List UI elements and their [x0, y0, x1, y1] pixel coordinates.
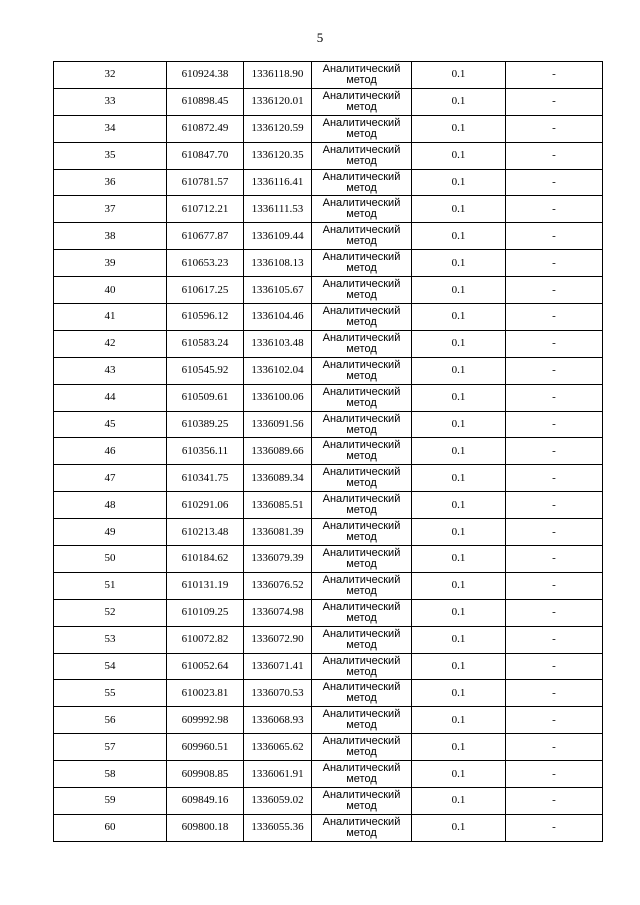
mean-square-error-cell: 0.1	[412, 546, 506, 573]
mean-square-error-cell: 0.1	[412, 465, 506, 492]
method-line-1: Аналитический	[322, 762, 401, 775]
x-coordinate-cell: 610389.25	[167, 411, 244, 438]
method-line-1: Аналитический	[322, 735, 401, 748]
table-row	[54, 169, 603, 196]
method-line-2: метод	[346, 369, 377, 382]
y-coordinate-cell: 1336072.90	[244, 626, 312, 653]
table-row	[54, 223, 603, 250]
method-cell	[312, 707, 412, 734]
mean-square-error-cell: 0.1	[412, 492, 506, 519]
method-line-1: Аналитический	[322, 251, 401, 264]
method-line-2: метод	[346, 799, 377, 812]
table-row	[54, 707, 603, 734]
table-row	[54, 115, 603, 142]
method-line-1: Аналитический	[322, 654, 401, 667]
method-line-2: метод	[346, 127, 377, 140]
point-number-cell: 42	[54, 330, 167, 357]
x-coordinate-cell: 610653.23	[167, 250, 244, 277]
description-cell: -	[506, 626, 603, 653]
mean-square-error-cell: 0.1	[412, 653, 506, 680]
x-coordinate-cell: 610924.38	[167, 62, 244, 89]
method-line-2: метод	[346, 154, 377, 167]
method-line-2: метод	[346, 719, 377, 732]
method-line-1: Аналитический	[322, 493, 401, 506]
mean-square-error-cell: 0.1	[412, 761, 506, 788]
y-coordinate-cell: 1336108.13	[244, 250, 312, 277]
description-cell: -	[506, 304, 603, 331]
y-coordinate-cell: 1336100.06	[244, 384, 312, 411]
x-coordinate-cell: 610341.75	[167, 465, 244, 492]
x-coordinate-cell: 610356.11	[167, 438, 244, 465]
mean-square-error-cell: 0.1	[412, 330, 506, 357]
point-number-cell: 46	[54, 438, 167, 465]
method-cell	[312, 519, 412, 546]
table-row	[54, 519, 603, 546]
table-row	[54, 761, 603, 788]
table-row	[54, 814, 603, 841]
method-line-1: Аналитический	[322, 546, 401, 559]
point-number-cell: 60	[54, 814, 167, 841]
y-coordinate-cell: 1336091.56	[244, 411, 312, 438]
x-coordinate-cell: 610617.25	[167, 277, 244, 304]
description-cell: -	[506, 62, 603, 89]
method-line-1: Аналитический	[322, 170, 401, 183]
mean-square-error-cell: 0.1	[412, 115, 506, 142]
method-cell	[312, 384, 412, 411]
table-row	[54, 384, 603, 411]
y-coordinate-cell: 1336070.53	[244, 680, 312, 707]
y-coordinate-cell: 1336089.34	[244, 465, 312, 492]
method-line-2: метод	[346, 315, 377, 328]
mean-square-error-cell: 0.1	[412, 411, 506, 438]
x-coordinate-cell: 610872.49	[167, 115, 244, 142]
table-row	[54, 62, 603, 89]
method-line-1: Аналитический	[322, 600, 401, 613]
method-line-2: метод	[346, 235, 377, 248]
y-coordinate-cell: 1336074.98	[244, 599, 312, 626]
method-line-2: метод	[346, 73, 377, 86]
method-line-1: Аналитический	[322, 788, 401, 801]
method-cell	[312, 88, 412, 115]
method-line-1: Аналитический	[322, 331, 401, 344]
x-coordinate-cell: 610781.57	[167, 169, 244, 196]
method-cell	[312, 357, 412, 384]
y-coordinate-cell: 1336061.91	[244, 761, 312, 788]
description-cell: -	[506, 115, 603, 142]
x-coordinate-cell: 610677.87	[167, 223, 244, 250]
point-number-cell: 58	[54, 761, 167, 788]
method-line-1: Аналитический	[322, 412, 401, 425]
y-coordinate-cell: 1336118.90	[244, 62, 312, 89]
x-coordinate-cell: 609849.16	[167, 788, 244, 815]
description-cell: -	[506, 680, 603, 707]
y-coordinate-cell: 1336120.01	[244, 88, 312, 115]
method-line-2: метод	[346, 423, 377, 436]
table-row	[54, 599, 603, 626]
method-line-1: Аналитический	[322, 278, 401, 291]
method-cell	[312, 465, 412, 492]
method-line-1: Аналитический	[322, 197, 401, 210]
method-line-2: метод	[346, 208, 377, 221]
y-coordinate-cell: 1336103.48	[244, 330, 312, 357]
table-row	[54, 88, 603, 115]
table-row	[54, 546, 603, 573]
description-cell: -	[506, 277, 603, 304]
table-row	[54, 250, 603, 277]
method-line-2: метод	[346, 692, 377, 705]
point-number-cell: 36	[54, 169, 167, 196]
table-row	[54, 734, 603, 761]
point-number-cell: 57	[54, 734, 167, 761]
x-coordinate-cell: 610131.19	[167, 572, 244, 599]
y-coordinate-cell: 1336076.52	[244, 572, 312, 599]
method-line-2: метод	[346, 396, 377, 409]
method-line-1: Аналитический	[322, 573, 401, 586]
point-number-cell: 43	[54, 357, 167, 384]
y-coordinate-cell: 1336068.93	[244, 707, 312, 734]
y-coordinate-cell: 1336065.62	[244, 734, 312, 761]
method-cell	[312, 572, 412, 599]
mean-square-error-cell: 0.1	[412, 438, 506, 465]
method-cell	[312, 788, 412, 815]
x-coordinate-cell: 610109.25	[167, 599, 244, 626]
point-number-cell: 32	[54, 62, 167, 89]
mean-square-error-cell: 0.1	[412, 384, 506, 411]
description-cell: -	[506, 411, 603, 438]
method-line-2: метод	[346, 100, 377, 113]
point-number-cell: 54	[54, 653, 167, 680]
method-line-1: Аналитический	[322, 89, 401, 102]
description-cell: -	[506, 223, 603, 250]
method-line-2: метод	[346, 450, 377, 463]
x-coordinate-cell: 610847.70	[167, 142, 244, 169]
point-number-cell: 51	[54, 572, 167, 599]
point-number-cell: 34	[54, 115, 167, 142]
x-coordinate-cell: 610509.61	[167, 384, 244, 411]
method-line-2: метод	[346, 477, 377, 490]
table-row	[54, 572, 603, 599]
point-number-cell: 33	[54, 88, 167, 115]
table-row	[54, 653, 603, 680]
table-row	[54, 438, 603, 465]
method-cell	[312, 626, 412, 653]
y-coordinate-cell: 1336089.66	[244, 438, 312, 465]
method-line-1: Аналитический	[322, 143, 401, 156]
y-coordinate-cell: 1336085.51	[244, 492, 312, 519]
mean-square-error-cell: 0.1	[412, 626, 506, 653]
method-line-2: метод	[346, 773, 377, 786]
method-cell	[312, 304, 412, 331]
method-cell	[312, 169, 412, 196]
table-row	[54, 196, 603, 223]
method-line-2: метод	[346, 289, 377, 302]
point-number-cell: 41	[54, 304, 167, 331]
coordinates-table	[53, 61, 603, 842]
table-row	[54, 330, 603, 357]
y-coordinate-cell: 1336055.36	[244, 814, 312, 841]
method-cell	[312, 492, 412, 519]
description-cell: -	[506, 734, 603, 761]
mean-square-error-cell: 0.1	[412, 277, 506, 304]
mean-square-error-cell: 0.1	[412, 142, 506, 169]
x-coordinate-cell: 610184.62	[167, 546, 244, 573]
mean-square-error-cell: 0.1	[412, 196, 506, 223]
x-coordinate-cell: 610898.45	[167, 88, 244, 115]
point-number-cell: 52	[54, 599, 167, 626]
description-cell: -	[506, 788, 603, 815]
method-line-2: метод	[346, 638, 377, 651]
x-coordinate-cell: 610213.48	[167, 519, 244, 546]
point-number-cell: 37	[54, 196, 167, 223]
method-cell	[312, 223, 412, 250]
description-cell: -	[506, 492, 603, 519]
page-number: 5	[316, 30, 324, 45]
description-cell: -	[506, 384, 603, 411]
description-cell: -	[506, 250, 603, 277]
method-line-2: метод	[346, 746, 377, 759]
y-coordinate-cell: 1336081.39	[244, 519, 312, 546]
mean-square-error-cell: 0.1	[412, 169, 506, 196]
description-cell: -	[506, 88, 603, 115]
y-coordinate-cell: 1336104.46	[244, 304, 312, 331]
table-row	[54, 277, 603, 304]
x-coordinate-cell: 609908.85	[167, 761, 244, 788]
table-row	[54, 142, 603, 169]
x-coordinate-cell: 610583.24	[167, 330, 244, 357]
method-line-1: Аналитический	[322, 681, 401, 694]
method-line-1: Аналитический	[322, 708, 401, 721]
mean-square-error-cell: 0.1	[412, 519, 506, 546]
point-number-cell: 39	[54, 250, 167, 277]
y-coordinate-cell: 1336120.59	[244, 115, 312, 142]
mean-square-error-cell: 0.1	[412, 572, 506, 599]
method-line-1: Аналитический	[322, 62, 401, 75]
mean-square-error-cell: 0.1	[412, 680, 506, 707]
method-line-2: метод	[346, 665, 377, 678]
mean-square-error-cell: 0.1	[412, 707, 506, 734]
method-line-1: Аналитический	[322, 358, 401, 371]
y-coordinate-cell: 1336109.44	[244, 223, 312, 250]
method-line-1: Аналитический	[322, 466, 401, 479]
method-line-2: метод	[346, 504, 377, 517]
table-row	[54, 465, 603, 492]
description-cell: -	[506, 546, 603, 573]
y-coordinate-cell: 1336079.39	[244, 546, 312, 573]
method-line-1: Аналитический	[322, 627, 401, 640]
method-cell	[312, 411, 412, 438]
mean-square-error-cell: 0.1	[412, 62, 506, 89]
method-line-1: Аналитический	[322, 116, 401, 129]
method-cell	[312, 734, 412, 761]
method-line-1: Аналитический	[322, 385, 401, 398]
method-line-2: метод	[346, 262, 377, 275]
point-number-cell: 44	[54, 384, 167, 411]
method-line-1: Аналитический	[322, 304, 401, 317]
method-cell	[312, 761, 412, 788]
method-line-2: метод	[346, 584, 377, 597]
table-row	[54, 357, 603, 384]
method-cell	[312, 250, 412, 277]
description-cell: -	[506, 519, 603, 546]
mean-square-error-cell: 0.1	[412, 88, 506, 115]
method-cell	[312, 680, 412, 707]
method-line-2: метод	[346, 557, 377, 570]
description-cell: -	[506, 653, 603, 680]
table-row	[54, 304, 603, 331]
point-number-cell: 35	[54, 142, 167, 169]
mean-square-error-cell: 0.1	[412, 814, 506, 841]
method-line-2: метод	[346, 826, 377, 839]
point-number-cell: 59	[54, 788, 167, 815]
x-coordinate-cell: 609800.18	[167, 814, 244, 841]
point-number-cell: 49	[54, 519, 167, 546]
method-line-1: Аналитический	[322, 224, 401, 237]
mean-square-error-cell: 0.1	[412, 304, 506, 331]
point-number-cell: 47	[54, 465, 167, 492]
x-coordinate-cell: 610596.12	[167, 304, 244, 331]
point-number-cell: 55	[54, 680, 167, 707]
mean-square-error-cell: 0.1	[412, 250, 506, 277]
method-line-1: Аналитический	[322, 520, 401, 533]
x-coordinate-cell: 610052.64	[167, 653, 244, 680]
description-cell: -	[506, 330, 603, 357]
description-cell: -	[506, 169, 603, 196]
method-line-2: метод	[346, 611, 377, 624]
x-coordinate-cell: 610072.82	[167, 626, 244, 653]
point-number-cell: 40	[54, 277, 167, 304]
description-cell: -	[506, 142, 603, 169]
point-number-cell: 50	[54, 546, 167, 573]
method-cell	[312, 330, 412, 357]
table-row	[54, 411, 603, 438]
method-cell	[312, 814, 412, 841]
method-cell	[312, 62, 412, 89]
mean-square-error-cell: 0.1	[412, 223, 506, 250]
method-cell	[312, 115, 412, 142]
method-cell	[312, 142, 412, 169]
x-coordinate-cell: 610712.21	[167, 196, 244, 223]
method-line-2: метод	[346, 342, 377, 355]
method-cell	[312, 438, 412, 465]
point-number-cell: 56	[54, 707, 167, 734]
point-number-cell: 53	[54, 626, 167, 653]
table-row	[54, 788, 603, 815]
mean-square-error-cell: 0.1	[412, 357, 506, 384]
y-coordinate-cell: 1336071.41	[244, 653, 312, 680]
description-cell: -	[506, 707, 603, 734]
y-coordinate-cell: 1336120.35	[244, 142, 312, 169]
method-line-1: Аналитический	[322, 439, 401, 452]
y-coordinate-cell: 1336111.53	[244, 196, 312, 223]
point-number-cell: 48	[54, 492, 167, 519]
mean-square-error-cell: 0.1	[412, 734, 506, 761]
coordinates-table-body	[54, 62, 603, 842]
point-number-cell: 45	[54, 411, 167, 438]
description-cell: -	[506, 761, 603, 788]
description-cell: -	[506, 196, 603, 223]
x-coordinate-cell: 610545.92	[167, 357, 244, 384]
mean-square-error-cell: 0.1	[412, 599, 506, 626]
method-cell	[312, 277, 412, 304]
method-line-2: метод	[346, 531, 377, 544]
x-coordinate-cell: 609992.98	[167, 707, 244, 734]
description-cell: -	[506, 465, 603, 492]
description-cell: -	[506, 599, 603, 626]
x-coordinate-cell: 610291.06	[167, 492, 244, 519]
description-cell: -	[506, 814, 603, 841]
y-coordinate-cell: 1336116.41	[244, 169, 312, 196]
table-row	[54, 492, 603, 519]
method-cell	[312, 546, 412, 573]
y-coordinate-cell: 1336105.67	[244, 277, 312, 304]
description-cell: -	[506, 438, 603, 465]
method-line-1: Аналитический	[322, 815, 401, 828]
method-cell	[312, 653, 412, 680]
table-row	[54, 680, 603, 707]
method-cell	[312, 599, 412, 626]
description-cell: -	[506, 572, 603, 599]
description-cell: -	[506, 357, 603, 384]
x-coordinate-cell: 610023.81	[167, 680, 244, 707]
table-row	[54, 626, 603, 653]
mean-square-error-cell: 0.1	[412, 788, 506, 815]
x-coordinate-cell: 609960.51	[167, 734, 244, 761]
y-coordinate-cell: 1336059.02	[244, 788, 312, 815]
method-line-2: метод	[346, 181, 377, 194]
method-cell	[312, 196, 412, 223]
point-number-cell: 38	[54, 223, 167, 250]
y-coordinate-cell: 1336102.04	[244, 357, 312, 384]
